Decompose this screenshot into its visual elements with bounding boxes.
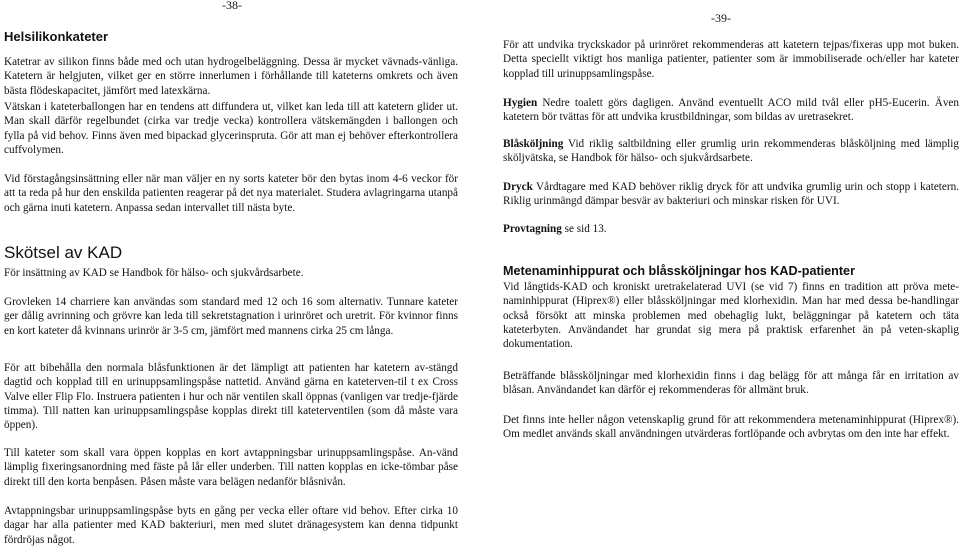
page-number-right: -39- <box>711 11 731 25</box>
care-paragraph-2: Grovleken 14 charriere kan användas som standard med 12 och 16 som alternativ. Tunnare kateter ger dålig avrinning och grövre kan leda till sekretstagnation i urinröret och uretrit. För kvinnor finns en kort kateter då kvinnans urinrör är 3-5 cm, jämfört med mannens cirka 25 cm långa. <box>4 296 458 337</box>
metenamin-paragraph-2: Beträffande blåssköljningar med klorhexidin finns i dag belägg för att många får en irritation av blåsan. Användandet kan därför ej rekommenderas för allmänt bruk. <box>503 370 959 397</box>
silicone-paragraph-2: Vätskan i kateterballongen har en tendens att diffundera ut, vilket kan leda till att katetern glider ut. Man skall därför regelbundet (cirka var tredje vecka) kontrollera vätskemängden i ballongen och fylla på vid behov. Finns även med bipackad glycerinspruta. Gör att man ej behöver efterkontrollera cuffvolymen. <box>4 101 458 156</box>
fixation-paragraph: För att undvika tryckskador på urinröret rekommenderas att katetern tejpas/fixeras upp mot buken. Detta speciellt viktigt hos manliga patienter, patienter som är immobiliserade och/eller har kateter kopplad till urinuppsamlingspåse. <box>503 39 959 80</box>
care-paragraph-4: Till kateter som skall vara öppen kopplas en kort avtappningsbar urinuppsamlingspåse. An-vänd lämplig fixeringsanordning med fäste på lår eller underben. Till natten kopplas en ickе-tömbar påse direkt till den korta benpåsen. Påsen måste vara belägen nedanför blåsnivån. <box>4 447 458 488</box>
dryck-text: Vårdtagare med KAD behöver riklig dryck för att undvika grumlig urin och stopp i katetern. Riklig urinmängd dämpar besvär av bakteriuri och minskar risken för UVI. <box>503 181 959 208</box>
provtagning-paragraph <box>503 222 959 236</box>
heading-helsilikonkateter: Helsilikonkateter <box>4 29 109 44</box>
metenamin-paragraph-3: Det finns inte heller någon vetenskaplig grund för att rekommendera metenaminhippurat (Hiprex®). Om medlet används skall användningen utvärderas fortlöpande och avbrytas om den inte har effekt. <box>503 414 959 441</box>
heading-skotsel-av-kad: Skötsel av KAD <box>4 243 123 262</box>
blaskoljning-paragraph <box>503 137 959 166</box>
bottom-paragraph: Avtappningsbar urinuppsamlingspåse byts en gång per vecka eller oftare vid behov. Efter cirka 10 dagar har alla patienter med KAD bakteriuri, men med slutet dränagesystem kan denna tidpunkt fördröjas något. <box>4 505 458 546</box>
provtagning-text: se sid 13. <box>561 223 607 235</box>
heading-metenaminhippurat: Metenaminhippurat och blåssköljningar hos KAD-patienter <box>503 264 855 278</box>
silicone-paragraph-1: Katetrar av silikon finns både med och utan hydrogelbeläggning. Dessa är mycket vävnads-vänliga. Katetern är helgjuten, vilket ger en större innerlumen i förhållande till kateterns omkrets och även bästa flödeskapacitet, jämfört med latexkärna. <box>4 56 458 97</box>
blaskoljning-label: Blåsköljning <box>503 138 564 150</box>
page-number-left: -38- <box>222 0 242 12</box>
hygien-paragraph <box>503 96 959 125</box>
hygien-label: Hygien <box>503 97 538 109</box>
care-paragraph-3: För att bibehålla den normala blåsfunktionen är det lämpligt att patienten har katetern av-stängd dagtid och kopplad till en urinuppsamlingspåse nattetid. Använd gärna en kateterven-til t ex Cross Valve eller Flip Flo. Instruera patienten i hur och när ventilen skall öppnas (vanligen var tredje-fjärde timma). Till natten kan urinuppsamlingspåse kopplas direkt till kateterventilen (som då måste vara öppen). <box>4 362 458 432</box>
dryck-label: Dryck <box>503 181 533 193</box>
blaskoljning-text: Vid riklig saltbildning eller grumlig urin rekommenderas blåsköljning med lämplig sköljvätska, se Handbok för hälso- och sjukvårdsarbete. <box>503 138 959 165</box>
dryck-paragraph <box>503 180 959 209</box>
hygien-text: Nedre toalett görs dagligen. Använd eventuellt ACO mild tvål eller pH5-Eucerin. Även katetern bör tvättas för att undvika krustbildningar, som bildas av uretrasekret. <box>503 97 959 124</box>
metenamin-paragraph-1: Vid långtids-KAD och kroniskt uretrakelaterad UVI (se vid 7) finns en tradition att pröva mete-naminhippurat (Hiprex®) eller blåssköljningar med klorhexidin. Man har med dessa be-handlingar också försökt att minska problemen med obehaglig lukt, beläggningar på katetern och täta kateterbyten. Användandet har grundat sig mera på praktisk erfarenhet än på veten-skaplig dokumentation. <box>503 281 959 351</box>
provtagning-label: Provtagning <box>503 223 562 235</box>
care-paragraph-1: För insättning av KAD se Handbok för hälso- och sjukvårdsarbete. <box>4 267 304 279</box>
catheter-choice-paragraph: Vid förstagångsinsättning eller när man väljer en ny sorts kateter bör den bytas inom 4-6 veckor för att ta reda på hur den enskilda patienten reagerar på det nya materialet. Studera avlagringarna utanpå och gärna inuti katetern. Anpassa sedan intervallet till nästa byte. <box>4 173 458 214</box>
